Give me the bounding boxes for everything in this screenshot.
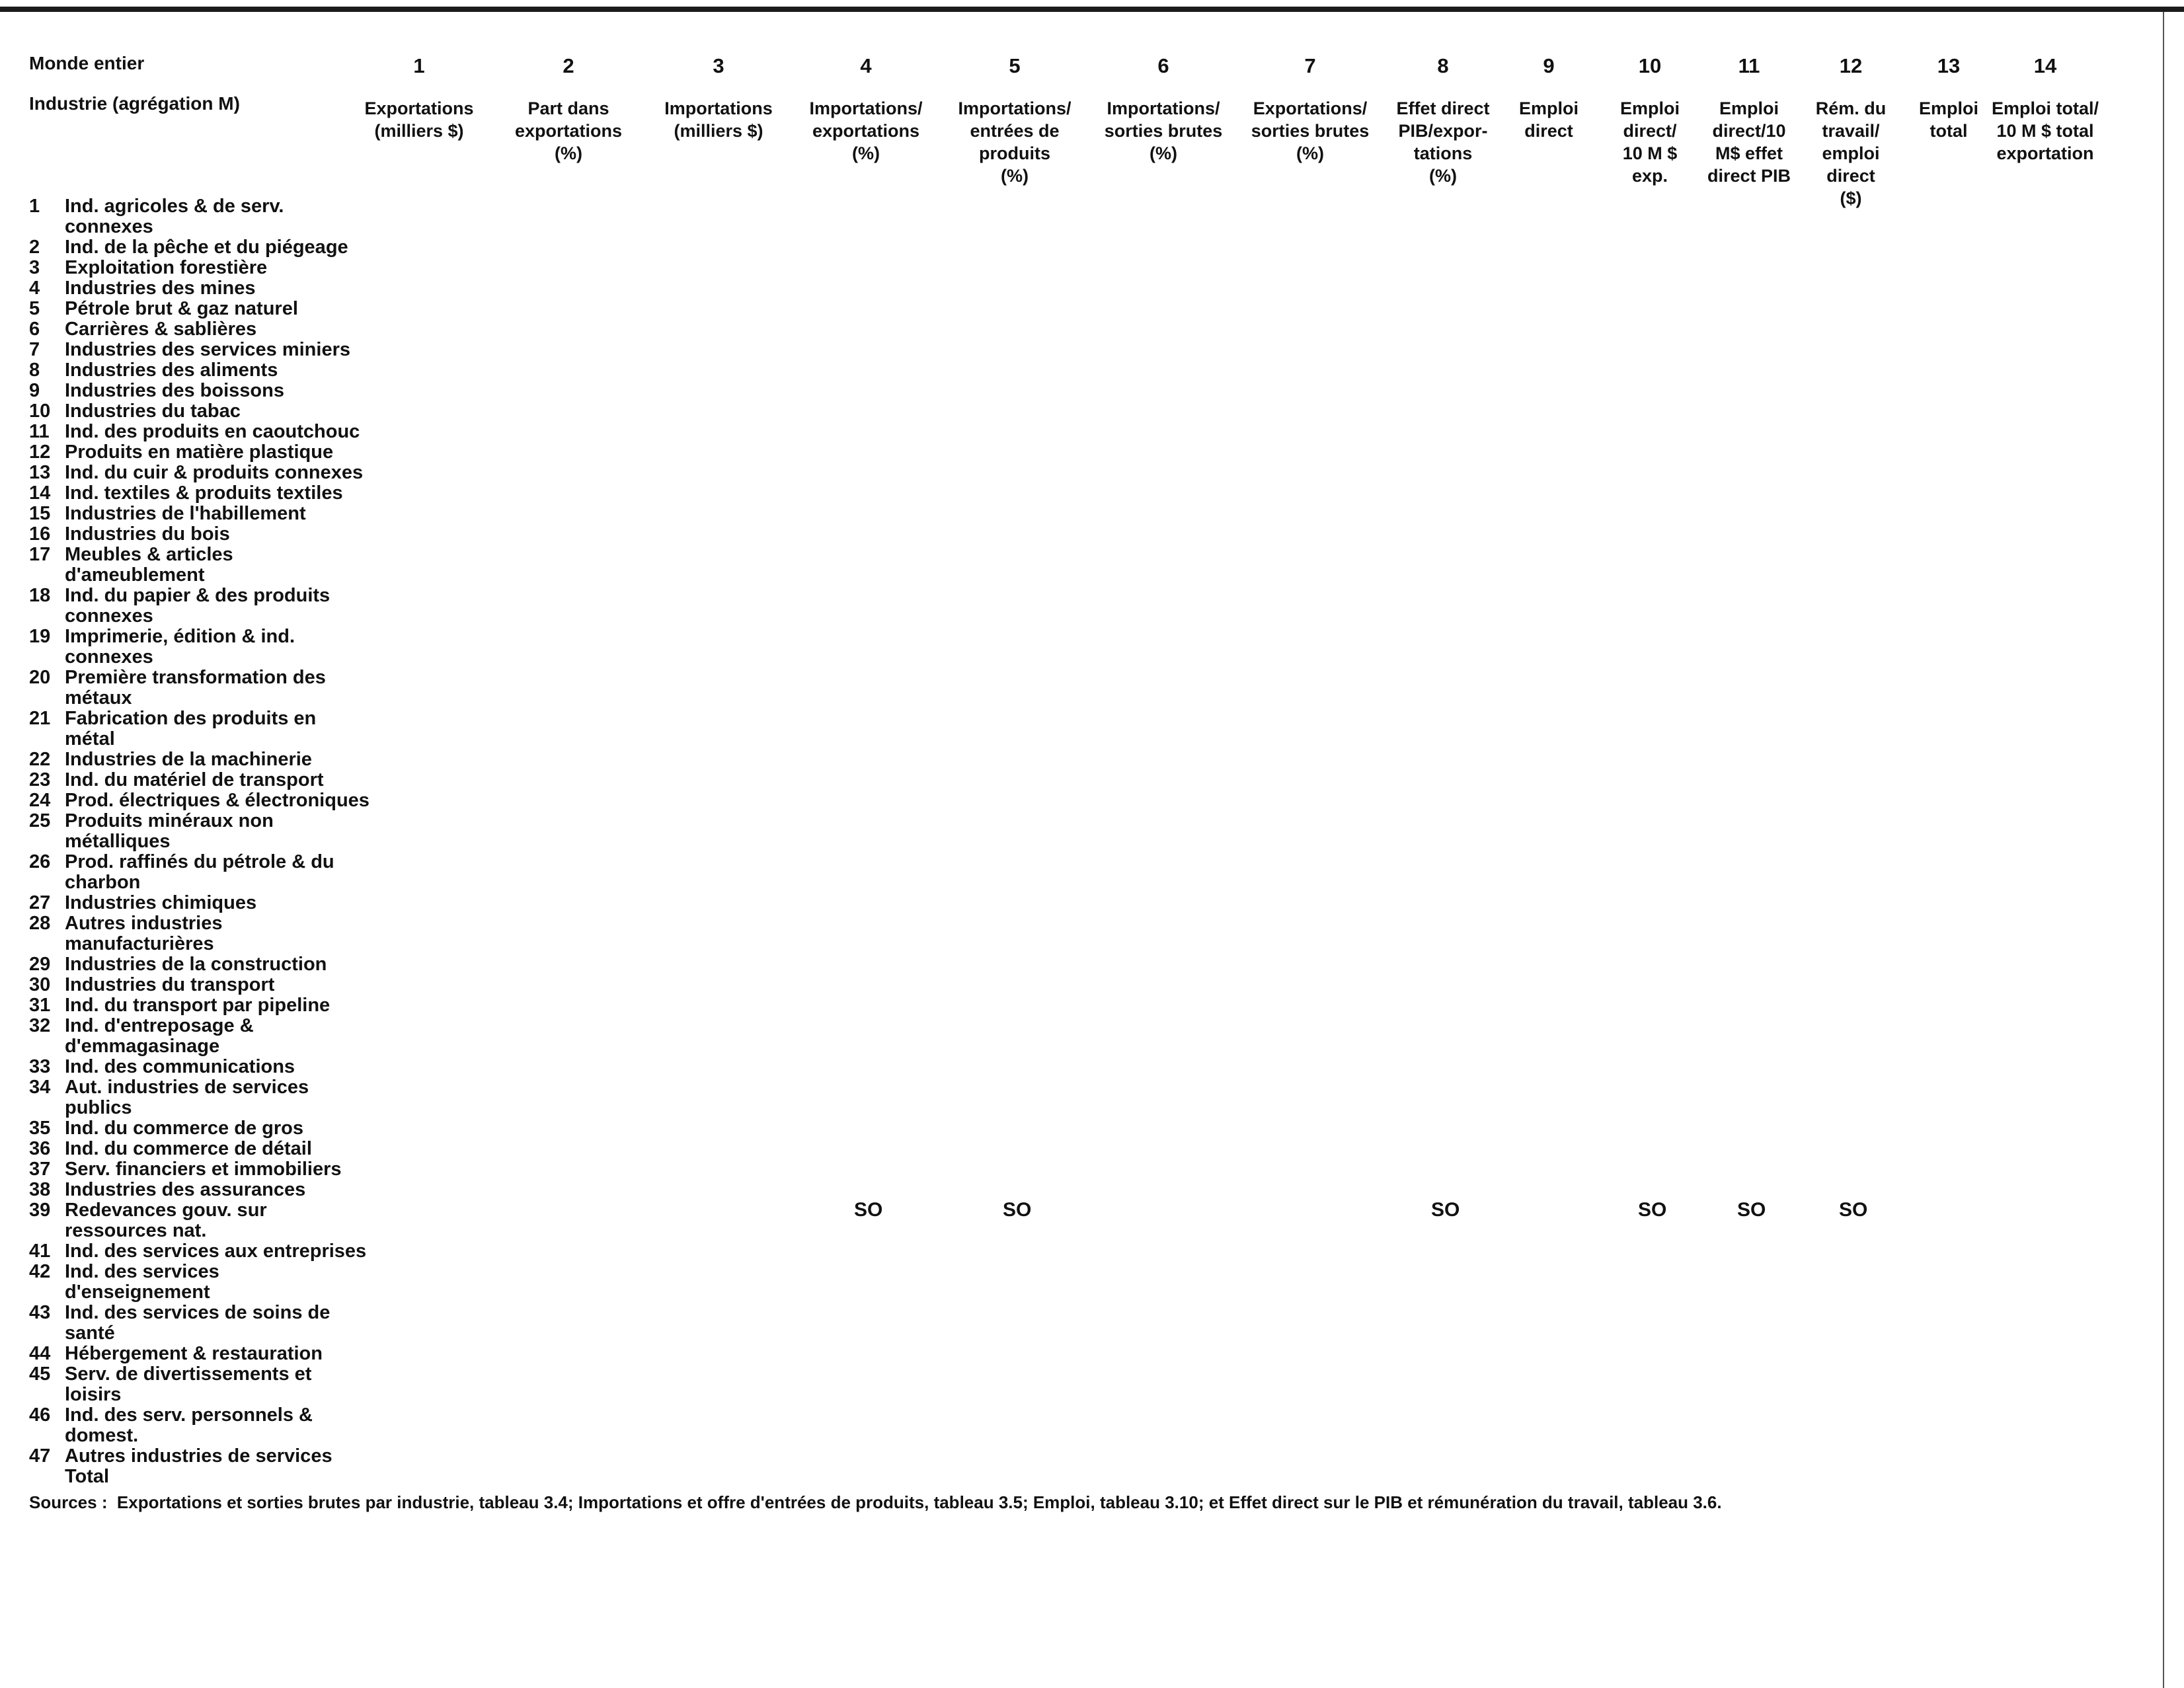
row-number: 7	[29, 339, 40, 360]
row-number: 45	[29, 1363, 51, 1385]
row-label: Prod. électriques & électroniques	[65, 790, 370, 811]
row-label: Ind. de la pêche et du piégeage	[65, 237, 348, 258]
row-number: 11	[29, 421, 50, 442]
column-number: 12	[1839, 54, 1863, 77]
row-label: Industries des assurances	[65, 1179, 306, 1200]
column-number: 8	[1437, 54, 1449, 77]
row-label: Exploitation forestière	[65, 257, 268, 278]
row-number: 33	[29, 1056, 51, 1077]
column-header: Part dans exportations (%)	[514, 98, 623, 163]
row-label: Industries chimiques	[65, 892, 257, 913]
row-number: 19	[29, 626, 51, 647]
column-number: 11	[1738, 54, 1760, 77]
row-number: 5	[29, 298, 40, 319]
row-number: 16	[29, 523, 51, 545]
right-page-edge	[2163, 12, 2164, 1688]
sources-note: Sources : Exportations et sorties brutes par industrie, tableau 3.4; Importations et offre d'entrées de produits, tableau 3.5; Emploi, tableau 3.10; et Effet direct sur le PIB et rémunération du travail, tableau 3.6.	[29, 1492, 1722, 1512]
row-label: Pétrole brut & gaz naturel	[65, 298, 298, 319]
column-header: Rém. du travail/ emploi direct ($)	[1815, 98, 1887, 208]
column-header: Emploi total/ 10 M $ total exportation	[1992, 98, 2099, 163]
row-label: Industries de l'habillement	[65, 503, 306, 524]
column-header: Emploi direct/ 10 M $ exp.	[1619, 98, 1680, 186]
column-number: 7	[1304, 54, 1316, 77]
column-number: 14	[2033, 54, 2057, 77]
row-number: 30	[29, 974, 51, 995]
column-header: Importations/ entrées de produits (%)	[958, 98, 1072, 186]
row-label: Serv. financiers et immobiliers	[65, 1159, 342, 1180]
column-number: 9	[1543, 54, 1555, 77]
row-number: 23	[29, 769, 51, 790]
row-number: 14	[29, 482, 51, 504]
row-number: 25	[29, 810, 51, 831]
row-label: Ind. des produits en caoutchouc	[65, 421, 360, 442]
row-label: Carrières & sablières	[65, 319, 257, 340]
row-label: Ind. du cuir & produits connexes	[65, 462, 364, 483]
row-label: Industries des boissons	[65, 380, 284, 401]
row-number: 41	[29, 1241, 51, 1262]
column-header: Emploi direct/10 M$ effet direct PIB	[1707, 98, 1791, 186]
row-label: Ind. du transport par pipeline	[65, 995, 331, 1016]
row-number: 37	[29, 1159, 51, 1180]
column-number: 10	[1638, 54, 1662, 77]
row-number: 13	[29, 462, 51, 483]
row-label: Ind. des communications	[65, 1056, 295, 1077]
row-header-label: Industrie (agrégation M)	[29, 93, 240, 114]
row-number: 29	[29, 954, 51, 975]
table-title: Monde entier	[29, 53, 145, 73]
row-number: 34	[29, 1077, 51, 1098]
row-label: Ind. des services de soins de santé	[65, 1302, 331, 1344]
row-label: Aut. industries de services publics	[65, 1077, 309, 1118]
row-label: Industries du bois	[65, 523, 230, 545]
row-number: 6	[29, 319, 40, 340]
row-number: 8	[29, 360, 40, 381]
column-header: Importations (milliers $)	[664, 98, 773, 141]
row-label: Fabrication des produits en métal	[65, 708, 317, 749]
row-number: 35	[29, 1118, 51, 1139]
row-number: 47	[29, 1445, 51, 1467]
row-number: 44	[29, 1343, 51, 1364]
row-number: 20	[29, 667, 51, 688]
row-number: 3	[29, 257, 40, 278]
row-label: Ind. textiles & produits textiles	[65, 482, 343, 504]
row-label: Ind. du matériel de transport	[65, 769, 324, 790]
row-number: 15	[29, 503, 51, 524]
row-label: Ind. du commerce de détail	[65, 1138, 312, 1159]
row-label: Serv. de divertissements et loisirs	[65, 1363, 312, 1405]
row-label: Industries du transport	[65, 974, 275, 995]
row-number: 36	[29, 1138, 51, 1159]
column-header: Effet direct PIB/expor- tations (%)	[1396, 98, 1490, 186]
row-label: Meubles & articles d'ameublement	[65, 544, 233, 586]
row-number: 39	[29, 1200, 51, 1221]
top-border-line	[0, 7, 2184, 12]
so-mark: SO	[1003, 1199, 1032, 1221]
row-number: 17	[29, 544, 51, 565]
so-mark: SO	[1737, 1199, 1766, 1221]
column-header: Importations/ exportations (%)	[809, 98, 923, 163]
row-label: Ind. du papier & des produits connexes	[65, 585, 331, 627]
row-number: 32	[29, 1015, 51, 1036]
row-number: 28	[29, 913, 51, 934]
so-mark: SO	[1431, 1199, 1460, 1221]
column-number: 13	[1937, 54, 1961, 77]
column-header: Exportations (milliers $)	[364, 98, 474, 141]
row-label: Industries de la machinerie	[65, 749, 312, 770]
row-number: 38	[29, 1179, 51, 1200]
row-label: Première transformation des métaux	[65, 667, 326, 709]
row-number: 27	[29, 892, 51, 913]
row-number: 18	[29, 585, 51, 606]
row-label: Ind. agricoles & de serv. connexes	[65, 196, 284, 237]
row-number: 4	[29, 278, 40, 299]
row-label: Ind. des serv. personnels & domest.	[65, 1404, 313, 1446]
column-number: 2	[563, 54, 574, 77]
column-header: Importations/ sorties brutes (%)	[1104, 98, 1223, 163]
column-number: 5	[1009, 54, 1021, 77]
row-label: Autres industries manufacturières	[65, 913, 223, 954]
row-number: 42	[29, 1261, 51, 1282]
row-label: Hébergement & restauration	[65, 1343, 323, 1364]
column-number: 1	[413, 54, 425, 77]
row-number: 12	[29, 441, 51, 463]
row-label: Autres industries de services	[65, 1445, 332, 1467]
row-number: 1	[29, 196, 40, 217]
row-label: Industries des mines	[65, 278, 256, 299]
row-label: Industries du tabac	[65, 401, 241, 422]
row-number: 21	[29, 708, 51, 729]
row-number: 31	[29, 995, 51, 1016]
row-label: Industries des aliments	[65, 360, 278, 381]
row-number: 22	[29, 749, 51, 770]
row-number: 24	[29, 790, 51, 811]
row-number: 46	[29, 1404, 51, 1426]
row-label: Prod. raffinés du pétrole & du charbon	[65, 851, 334, 893]
row-label: Produits minéraux non métalliques	[65, 810, 274, 852]
row-number: 10	[29, 401, 51, 422]
row-label: Produits en matière plastique	[65, 441, 334, 463]
row-label: Ind. d'entreposage & d'emmagasinage	[65, 1015, 254, 1057]
column-header: Exportations/ sorties brutes (%)	[1251, 98, 1370, 163]
column-number: 3	[713, 54, 724, 77]
row-number: 9	[29, 380, 40, 401]
so-mark: SO	[854, 1199, 883, 1221]
row-label: Redevances gouv. sur ressources nat.	[65, 1200, 267, 1241]
column-header: Emploi total	[1918, 98, 1978, 141]
row-label: Industries des services miniers	[65, 339, 350, 360]
row-number: 2	[29, 237, 40, 258]
row-label: Total	[65, 1466, 110, 1487]
row-label: Ind. du commerce de gros	[65, 1118, 303, 1139]
row-number: 43	[29, 1302, 51, 1323]
column-header: Emploi direct	[1518, 98, 1579, 141]
row-label: Imprimerie, édition & ind. connexes	[65, 626, 295, 668]
row-label: Ind. des services aux entreprises	[65, 1241, 367, 1262]
column-number: 6	[1157, 54, 1169, 77]
row-label: Ind. des services d'enseignement	[65, 1261, 219, 1303]
row-number: 26	[29, 851, 51, 872]
so-mark: SO	[1638, 1199, 1667, 1221]
row-label: Industries de la construction	[65, 954, 327, 975]
so-mark: SO	[1839, 1199, 1868, 1221]
column-number: 4	[860, 54, 872, 77]
